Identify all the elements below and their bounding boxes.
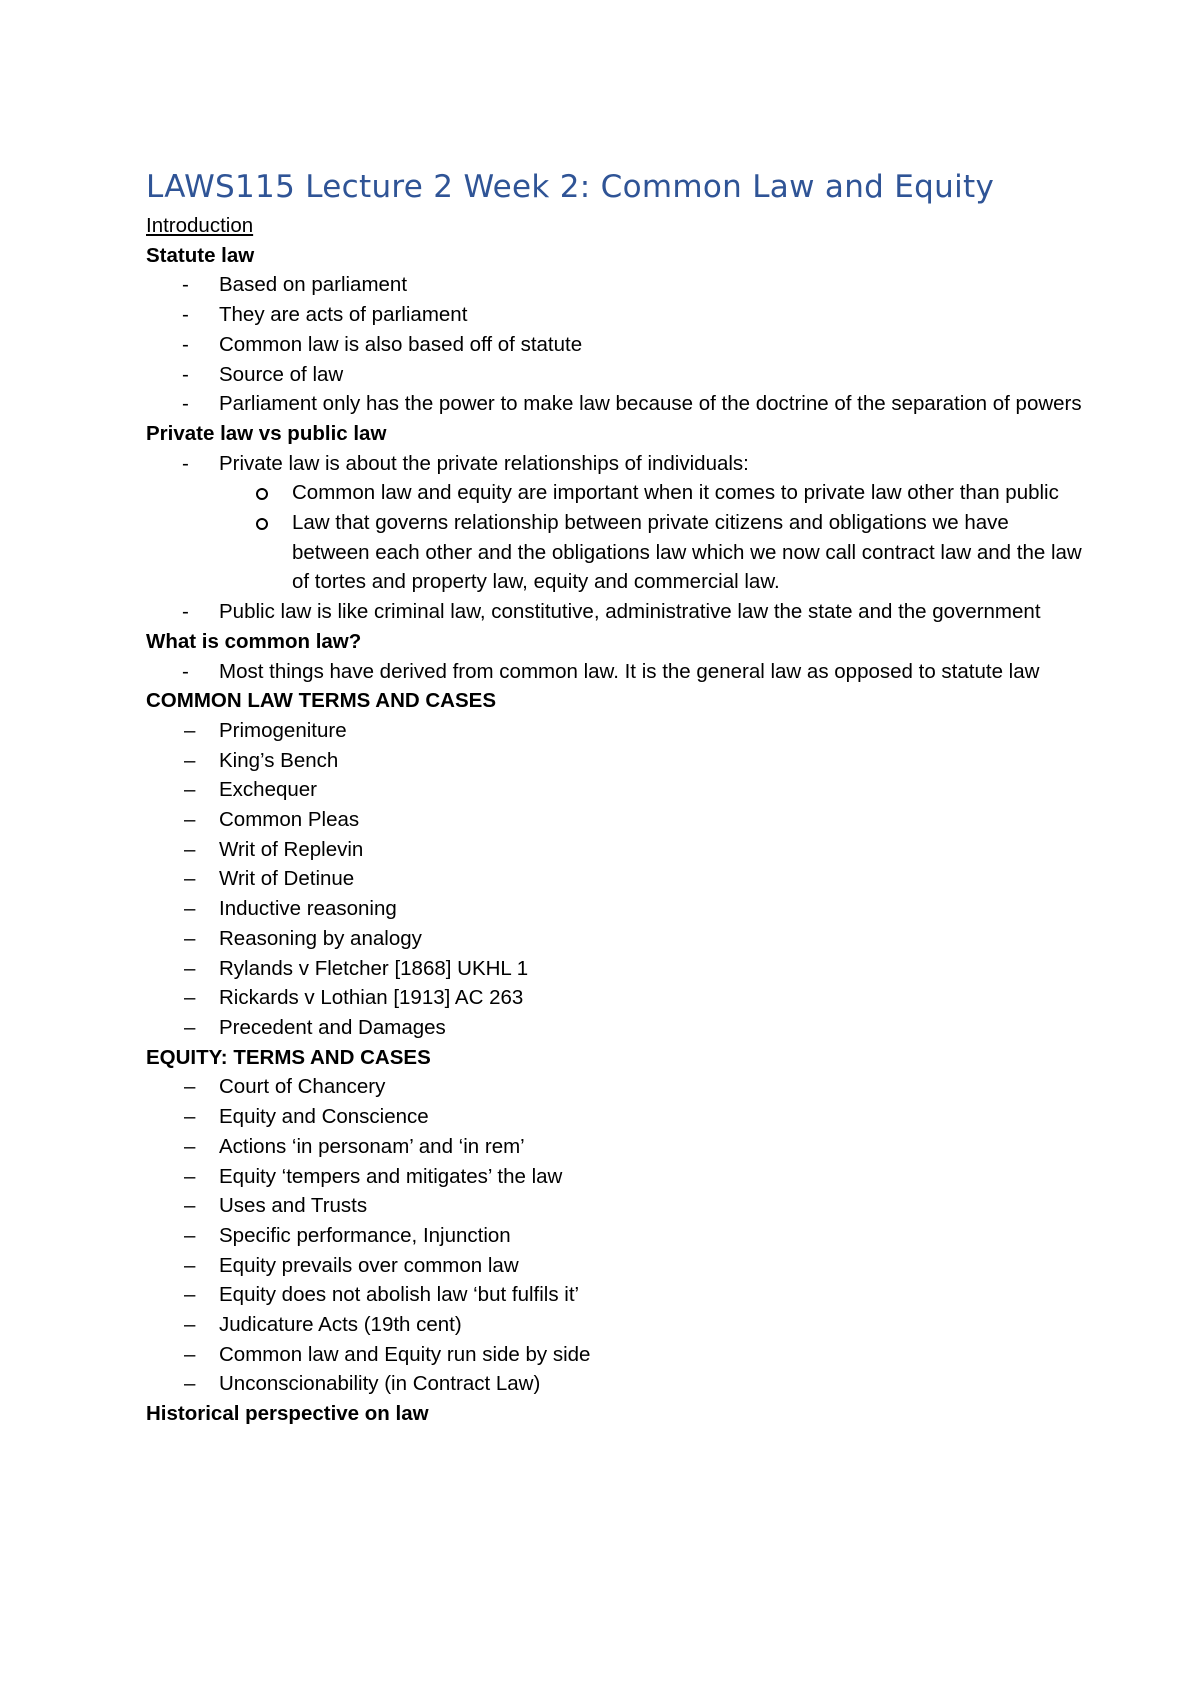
- dash-bullet: -: [182, 362, 189, 386]
- dash-bullet: –: [184, 808, 196, 832]
- dash-bullet: –: [184, 897, 196, 921]
- dash-bullet: –: [184, 1313, 196, 1337]
- list-item: – Primogeniture: [146, 716, 1086, 746]
- dash-bullet: –: [184, 1372, 196, 1396]
- dash-bullet: –: [184, 1253, 196, 1277]
- list-item: - Source of law: [146, 360, 1086, 390]
- equity-terms-list: [146, 1072, 1086, 1399]
- list-item: - Common law is also based off of statute: [146, 330, 1086, 360]
- dash-bullet: -: [182, 659, 189, 683]
- dash-bullet: –: [184, 1283, 196, 1307]
- list-item: – Specific performance, Injunction: [146, 1221, 1086, 1251]
- dash-bullet: –: [184, 1223, 196, 1247]
- list-item: – Common Pleas: [146, 805, 1086, 835]
- dash-bullet: –: [184, 718, 196, 742]
- list-item: – King’s Bench: [146, 746, 1086, 776]
- dash-bullet: –: [184, 778, 196, 802]
- list-item: – Court of Chancery: [146, 1072, 1086, 1102]
- list-item: – Equity does not abolish law ‘but fulfils it’: [146, 1280, 1086, 1310]
- document-body: [146, 168, 1086, 1429]
- list-item: – Writ of Replevin: [146, 835, 1086, 865]
- list-item: – Judicature Acts (19th cent): [146, 1310, 1086, 1340]
- list-item: – Actions ‘in personam’ and ‘in rem’: [146, 1132, 1086, 1162]
- private-public-list: [146, 449, 1086, 479]
- list-item: – Writ of Detinue: [146, 864, 1086, 894]
- dash-bullet: –: [184, 748, 196, 772]
- what-is-common-law-heading: What is common law?: [146, 629, 362, 653]
- list-item: – Equity prevails over common law: [146, 1251, 1086, 1281]
- dash-bullet: -: [182, 392, 189, 416]
- public-law-list: [146, 597, 1086, 627]
- list-item: - Private law is about the private relationships of individuals:: [146, 449, 1086, 479]
- private-law-sublist: [146, 478, 1086, 597]
- dash-bullet: -: [182, 273, 189, 297]
- list-item: – Precedent and Damages: [146, 1013, 1086, 1043]
- dash-bullet: –: [184, 1164, 196, 1188]
- what-is-common-law-list: [146, 657, 1086, 687]
- list-item: - Based on parliament: [146, 270, 1086, 300]
- dash-bullet: -: [182, 332, 189, 356]
- list-item: – Common law and Equity run side by side: [146, 1340, 1086, 1370]
- list-item: – Inductive reasoning: [146, 894, 1086, 924]
- historical-perspective-heading: Historical perspective on law: [146, 1402, 429, 1426]
- circle-bullet-icon: [256, 518, 268, 530]
- circle-bullet-icon: [256, 488, 268, 500]
- dash-bullet: –: [184, 1342, 196, 1366]
- list-item: - They are acts of parliament: [146, 300, 1086, 330]
- sub-list-item: Law that governs relationship between private citizens and obligations we have between each other and the obligations law which we now call contract law and the law of tortes and property law, equity and commercial law.: [146, 508, 1086, 597]
- dash-bullet: -: [182, 451, 189, 475]
- dash-bullet: –: [184, 1075, 196, 1099]
- sub-list-item: Common law and equity are important when it comes to private law other than public: [146, 478, 1086, 508]
- list-item: – Rylands v Fletcher [1868] UKHL 1: [146, 954, 1086, 984]
- list-item: – Reasoning by analogy: [146, 924, 1086, 954]
- dash-bullet: –: [184, 926, 196, 950]
- dash-bullet: -: [182, 600, 189, 624]
- dash-bullet: -: [182, 303, 189, 327]
- list-item: - Public law is like criminal law, constitutive, administrative law the state and the government: [146, 597, 1086, 627]
- dash-bullet: –: [184, 1134, 196, 1158]
- introduction-heading: Introduction: [146, 214, 254, 237]
- list-item: – Uses and Trusts: [146, 1191, 1086, 1221]
- list-item: – Unconscionability (in Contract Law): [146, 1369, 1086, 1399]
- dash-bullet: –: [184, 1105, 196, 1129]
- statute-law-heading: Statute law: [146, 243, 255, 267]
- statute-law-list: [146, 270, 1086, 419]
- dash-bullet: –: [184, 867, 196, 891]
- common-law-terms-heading: COMMON LAW TERMS AND CASES: [146, 689, 497, 713]
- list-item: - Most things have derived from common law. It is the general law as opposed to statute law: [146, 657, 1086, 687]
- list-item: – Exchequer: [146, 775, 1086, 805]
- equity-terms-heading: EQUITY: TERMS AND CASES: [146, 1045, 431, 1069]
- common-law-terms-list: [146, 716, 1086, 1043]
- dash-bullet: –: [184, 956, 196, 980]
- list-item: – Equity ‘tempers and mitigates’ the law: [146, 1162, 1086, 1192]
- document-title: LAWS115 Lecture 2 Week 2: Common Law and Equity: [146, 169, 995, 205]
- dash-bullet: –: [184, 837, 196, 861]
- list-item: – Equity and Conscience: [146, 1102, 1086, 1132]
- dash-bullet: –: [184, 986, 196, 1010]
- list-item: - Parliament only has the power to make law because of the doctrine of the separation of powers: [146, 389, 1086, 419]
- private-public-heading: Private law vs public law: [146, 421, 387, 445]
- list-item: – Rickards v Lothian [1913] AC 263: [146, 983, 1086, 1013]
- dash-bullet: –: [184, 1194, 196, 1218]
- dash-bullet: –: [184, 1015, 196, 1039]
